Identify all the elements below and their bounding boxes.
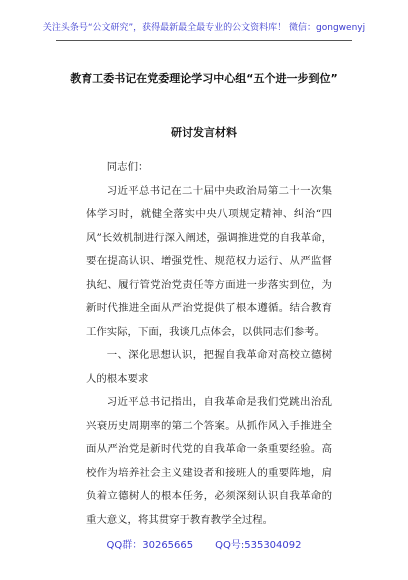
salutation-paragraph: 同志们： [106, 161, 149, 173]
body-paragraph: 习近平总书记在二十届中央政治局第二十一次集体学习时，就健全落实中央八项规定精神、纠治“四风”长效机制进行深入阐述，强调推进党的自我革命，要在提高认识、增强党性、规范权力运行、从严监督执纪、履行管党治党责任等方面进一步落实到位，为新时代推进全面从严治党提供了根本遵循。结合教育工作实际，下面，我谈几点体会，以供同志们参考。 [86, 184, 332, 338]
header-divider [56, 40, 352, 41]
document-title: 教育工委书记在党委理论学习中心组“五个进一步到位” [70, 72, 338, 85]
body-paragraph: 习近平总书记指出，自我革命是我们党跳出治乱兴衰历史周期率的第二个答案。从抓作风入手推进全面从严治党是新时代党的自我革命一条重要经验。高校作为培养社会主义建设者和接班人的重要阵地，肩负着立德树人的根本任务，必须深刻认识自我革命的重大意义，将其贯穿于教育教学全过程。 [86, 396, 332, 526]
footer-qq-group: QQ群：30265665 [106, 540, 194, 551]
section-heading: 一、深化思想认识，把握自我革命对高校立德树人的根本要求 [86, 349, 332, 385]
document-subtitle: 研讨发言材料 [171, 126, 237, 139]
document-body [86, 156, 332, 532]
header-promo-note: 关注头条号“公文研究”，获得最新最全最专业的公文资料库！ 微信：gongwenyj [42, 23, 366, 33]
footer-contact [0, 536, 408, 551]
footer-qq-number: QQ号:535304092 [215, 540, 302, 551]
